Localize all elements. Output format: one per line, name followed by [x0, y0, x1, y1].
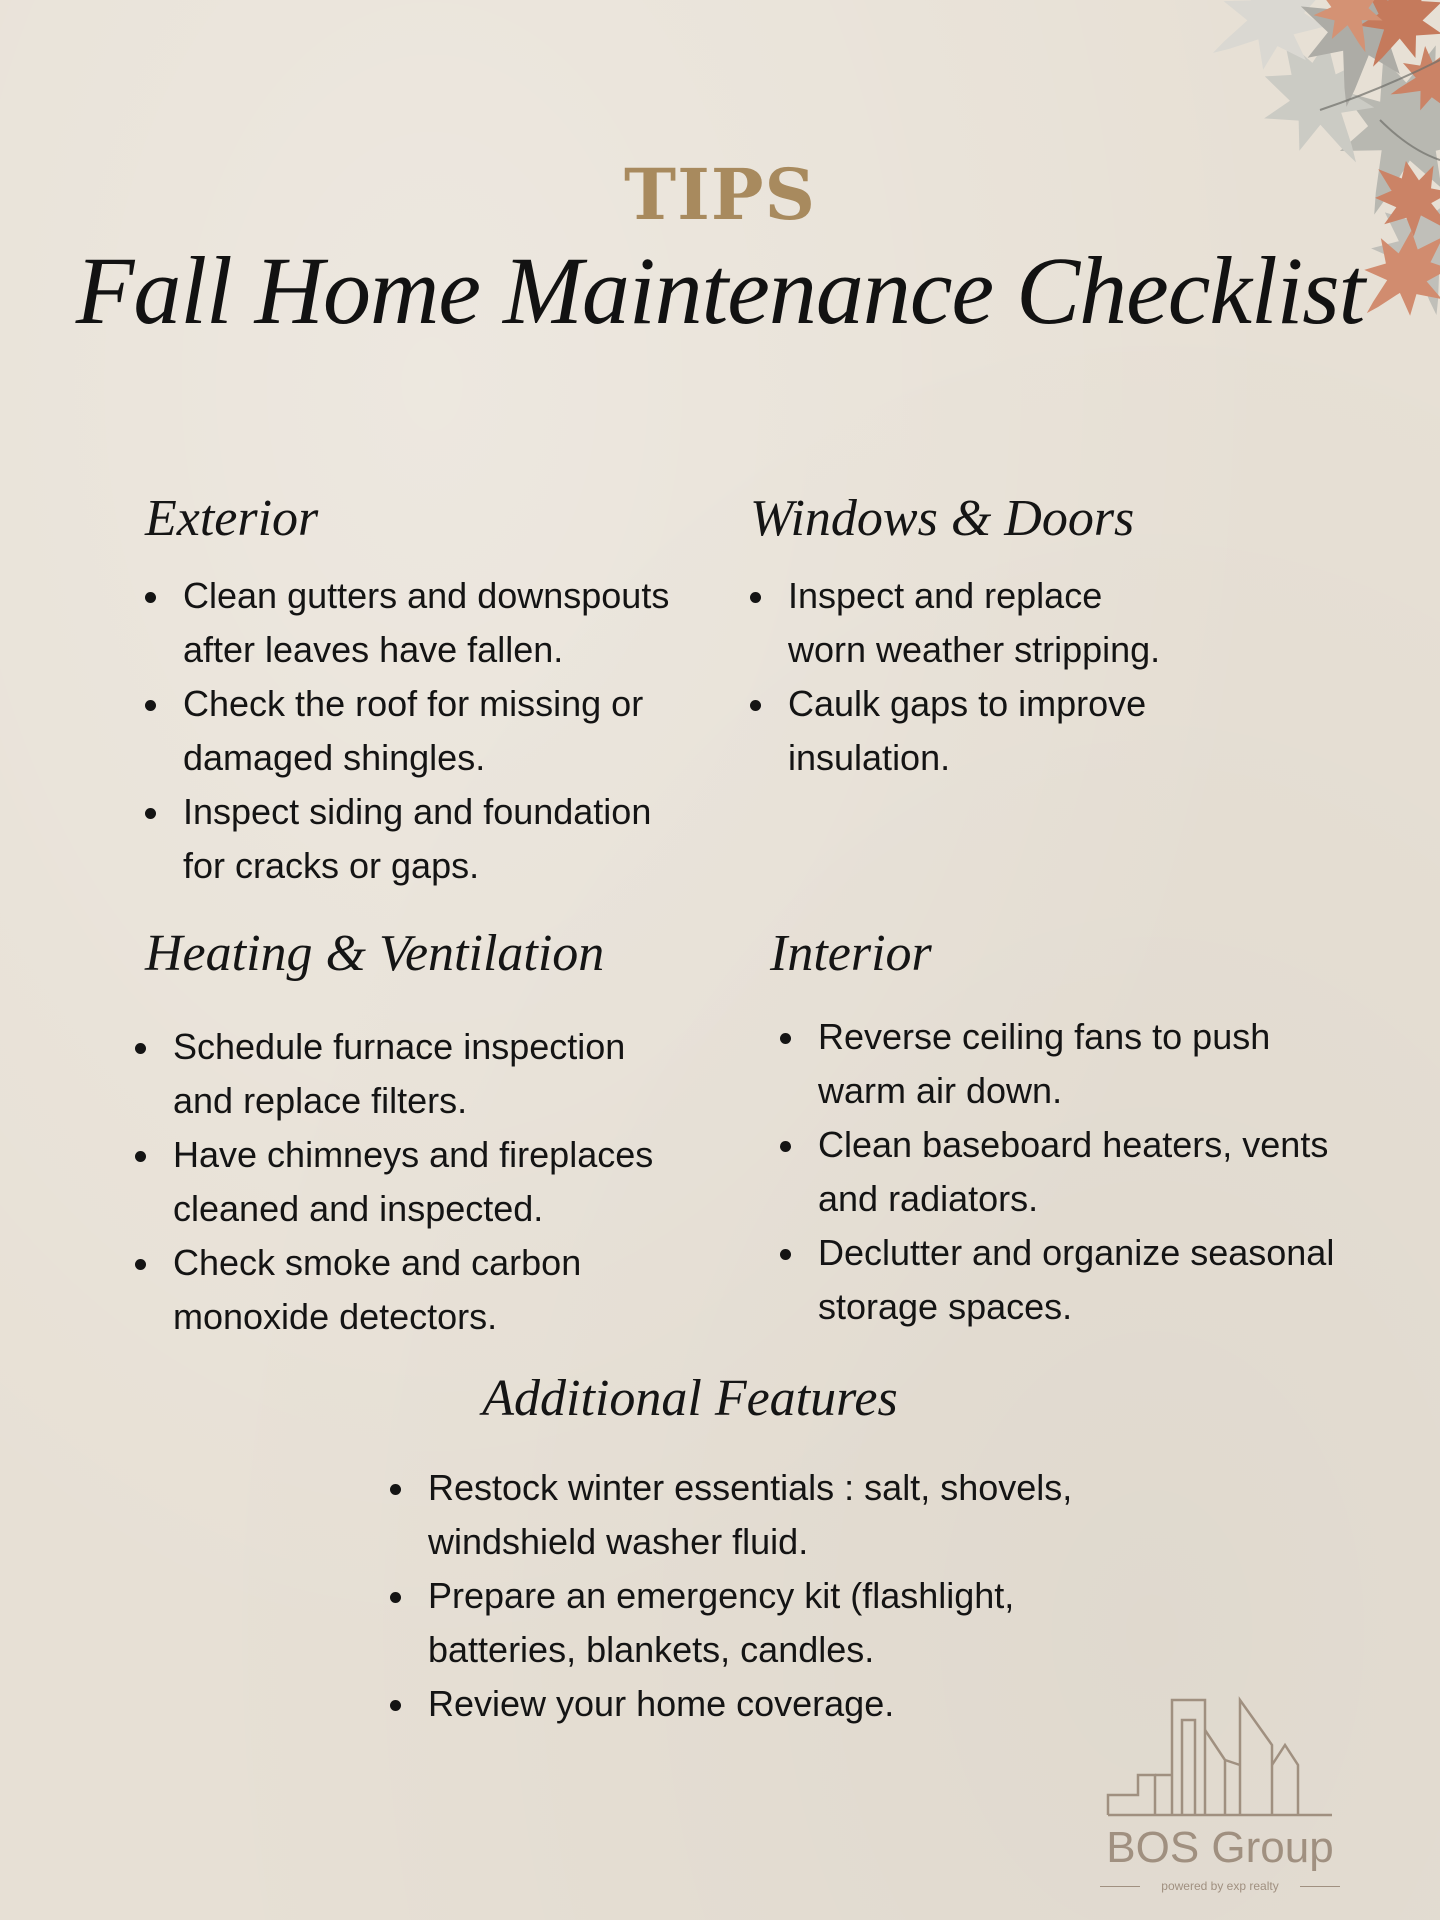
bullet-icon: [780, 1033, 791, 1044]
header: [0, 153, 1440, 344]
list-item: [390, 1677, 1130, 1731]
item-text: damaged shingles.: [183, 737, 486, 779]
additional-list: [390, 1461, 1130, 1731]
item-text: warm air down.: [818, 1070, 1063, 1112]
list-item: [145, 785, 725, 893]
item-text: Declutter and organize seasonal: [818, 1232, 1335, 1274]
heating-list: [135, 1020, 735, 1344]
section-title-interior: Interior: [770, 925, 932, 982]
item-text: and replace filters.: [173, 1080, 468, 1122]
list-item: [390, 1569, 1130, 1677]
item-text: Clean gutters and downspouts: [183, 575, 670, 617]
list-item: [135, 1020, 735, 1128]
section-title-windows-doors: Windows & Doors: [750, 490, 1135, 547]
bullet-icon: [145, 808, 156, 819]
section-title-heating-ventilation: Heating & Ventilation: [145, 925, 605, 982]
item-text: monoxide detectors.: [173, 1296, 498, 1338]
interior-list: [780, 1010, 1390, 1334]
windows-list: [750, 569, 1370, 785]
item-text: and radiators.: [818, 1178, 1039, 1220]
item-text: Inspect and replace: [788, 575, 1103, 617]
bullet-icon: [145, 592, 156, 603]
bullet-icon: [750, 700, 761, 711]
bullet-icon: [390, 1700, 401, 1711]
section-windows-doors: [750, 490, 1370, 785]
item-text: Restock winter essentials : salt, shovels,: [428, 1467, 1073, 1509]
item-text: after leaves have fallen.: [183, 629, 564, 671]
bullet-icon: [780, 1249, 791, 1260]
list-item: [135, 1128, 735, 1236]
item-text: Review your home coverage.: [428, 1683, 895, 1725]
item-text: worn weather stripping.: [788, 629, 1161, 671]
item-text: Have chimneys and fireplaces: [173, 1134, 654, 1176]
item-text: Prepare an emergency kit (flashlight,: [428, 1575, 1015, 1617]
item-text: Inspect siding and foundation: [183, 791, 652, 833]
skyline-logo-icon: [1100, 1690, 1340, 1820]
item-text: batteries, blankets, candles.: [428, 1629, 875, 1671]
bullet-icon: [780, 1141, 791, 1152]
item-text: for cracks or gaps.: [183, 845, 480, 887]
item-text: Clean baseboard heaters, vents: [818, 1124, 1329, 1166]
logo-tagline: powered by exp realty: [1161, 1879, 1279, 1893]
section-exterior: [145, 490, 725, 893]
bullet-icon: [750, 592, 761, 603]
item-text: Schedule furnace inspection: [173, 1026, 626, 1068]
tips-eyebrow: TIPS: [623, 153, 817, 236]
item-text: storage spaces.: [818, 1286, 1073, 1328]
logo-wordmark: BOS Group: [1106, 1823, 1334, 1872]
list-item: [750, 677, 1370, 785]
item-text: Check the roof for missing or: [183, 683, 644, 725]
bos-group-logo: [1100, 1690, 1340, 1905]
logo-divider-right: [1300, 1886, 1340, 1887]
item-text: Caulk gaps to improve: [788, 683, 1147, 725]
section-interior: [770, 925, 1390, 1334]
list-item: [135, 1236, 735, 1344]
bullet-icon: [135, 1259, 146, 1270]
item-text: windshield washer fluid.: [428, 1521, 809, 1563]
section-title-additional-features: Additional Features: [482, 1370, 898, 1427]
bullet-icon: [145, 700, 156, 711]
bullet-icon: [135, 1151, 146, 1162]
item-text: cleaned and inspected.: [173, 1188, 544, 1230]
list-item: [780, 1226, 1390, 1334]
list-item: [145, 569, 725, 677]
section-heating-ventilation: [135, 925, 735, 1344]
section-additional-features: [0, 1370, 1440, 1731]
page-title: Fall Home Maintenance Checklist: [75, 237, 1365, 344]
item-text: Check smoke and carbon: [173, 1242, 582, 1284]
section-title-exterior: Exterior: [145, 490, 319, 547]
bullet-icon: [390, 1592, 401, 1603]
list-item: [780, 1118, 1390, 1226]
list-item: [145, 677, 725, 785]
bullet-icon: [390, 1484, 401, 1495]
list-item: [780, 1010, 1390, 1118]
item-text: insulation.: [788, 737, 951, 779]
list-item: [750, 569, 1370, 677]
list-item: [390, 1461, 1130, 1569]
bullet-icon: [135, 1043, 146, 1054]
item-text: Reverse ceiling fans to push: [818, 1016, 1271, 1058]
exterior-list: [145, 569, 725, 893]
